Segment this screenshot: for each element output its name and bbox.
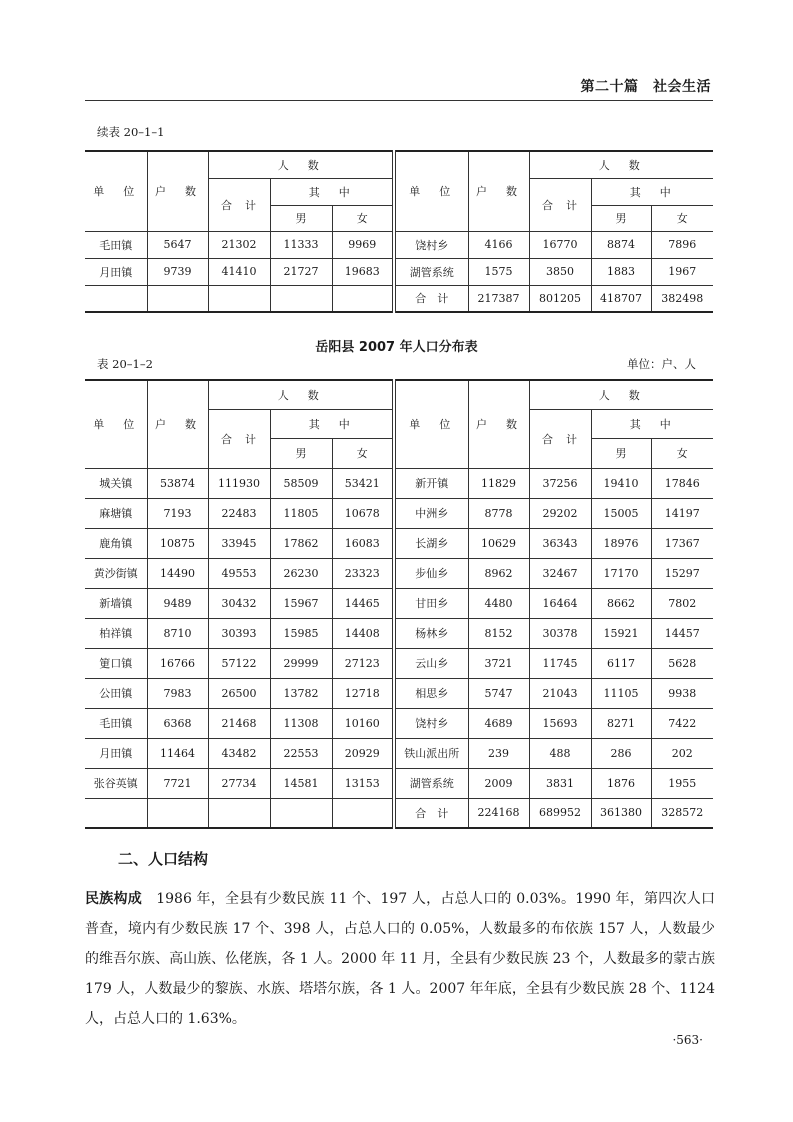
table-cell: 382498 [651,285,713,312]
table-cell: 17170 [591,558,651,588]
table-cell: 16083 [332,528,394,558]
table-cell: 张谷英镇 [85,768,147,798]
table2-header-total-right: 合 计 [529,409,591,468]
table-cell: 7802 [651,588,713,618]
table2-header-female-right: 女 [651,438,713,468]
table-cell: 柏祥镇 [85,618,147,648]
table-cell: 月田镇 [85,258,147,285]
paragraph-text: 1986 年，全县有少数民族 11 个、197 人，占总人口的 0.03%。1990 年，第四次人口普查，境内有少数民族 17 个、398 人，占总人口的 0.05%，人数最多的布依族 157 人，人数最少的维吾尔族、高山族、仫佬族，各 1 人。2000 年 11 月，全县有少数民族 23 个，人数最多的蒙古族 179 人，人数最少的黎族、水族、塔塔尔族，各 1 人。2007 年年底，全县有少数民族 28 个、1124 人，占总人口的 1.63%。 [85,891,716,1027]
table-cell: 麻塘镇 [85,498,147,528]
table2-caption: 表 20–1–2 [97,357,153,371]
table1-header-female-left: 女 [332,205,394,231]
table1-header-unit-right: 单 位 [394,151,468,231]
table-row [85,588,713,618]
table-cell: 53421 [332,468,394,498]
table-row [85,798,713,828]
table-cell: 32467 [529,558,591,588]
table-cell: 11745 [529,648,591,678]
table2-header-of-which-right: 其 中 [591,409,713,438]
table-cell [147,285,208,312]
table2-header-unit-left: 单 位 [85,380,147,468]
table-cell: 步仙乡 [394,558,468,588]
table-cell: 22553 [270,738,332,768]
table-cell: 41410 [208,258,270,285]
table-row [85,558,713,588]
table-cell: 毛田镇 [85,708,147,738]
table-cell: 云山乡 [394,648,468,678]
table-cell: 15921 [591,618,651,648]
table-cell: 17367 [651,528,713,558]
table-cell: 11464 [147,738,208,768]
table-cell: 15005 [591,498,651,528]
table2-header-population-right: 人 数 [529,380,713,409]
table-cell: 20929 [332,738,394,768]
table-cell: 49553 [208,558,270,588]
table-cell: 2009 [468,768,529,798]
table1-header-total-left: 合 计 [208,178,270,231]
table-cell: 17862 [270,528,332,558]
table-cell [270,285,332,312]
table-cell [332,798,394,828]
table1-header-population-right: 人 数 [529,151,713,178]
table-cell: 14581 [270,768,332,798]
table1-caption: 续表 20–1–1 [97,125,165,139]
table-row [85,708,713,738]
table-cell: 19683 [332,258,394,285]
table-cell: 筻口镇 [85,648,147,678]
table-cell: 10875 [147,528,208,558]
table-cell: 30393 [208,618,270,648]
table-cell: 26230 [270,558,332,588]
table-cell: 8662 [591,588,651,618]
table-cell: 13153 [332,768,394,798]
table-cell: 4480 [468,588,529,618]
table-cell [85,285,147,312]
table-cell: 新开镇 [394,468,468,498]
table2-header-male-right: 男 [591,438,651,468]
table-cell: 饶村乡 [394,231,468,258]
table-cell: 8710 [147,618,208,648]
table-cell [270,798,332,828]
table-cell: 毛田镇 [85,231,147,258]
table-row [85,498,713,528]
table-cell: 30432 [208,588,270,618]
table1-body [85,231,713,312]
table-cell: 418707 [591,285,651,312]
table-cell: 1967 [651,258,713,285]
table-cell: 3850 [529,258,591,285]
table1-header-population-left: 人 数 [208,151,394,178]
table-cell: 11105 [591,678,651,708]
table-cell: 杨林乡 [394,618,468,648]
table2-header-total-left: 合 计 [208,409,270,468]
table-cell: 15297 [651,558,713,588]
table-cell: 7896 [651,231,713,258]
table-cell: 239 [468,738,529,768]
table-cell: 36343 [529,528,591,558]
table2-title: 岳阳县 2007 年人口分布表 [315,340,478,355]
table-cell: 中洲乡 [394,498,468,528]
table-cell: 14465 [332,588,394,618]
table-cell: 43482 [208,738,270,768]
table-cell: 11829 [468,468,529,498]
table-cell: 23323 [332,558,394,588]
table-cell: 11333 [270,231,332,258]
table-cell: 29202 [529,498,591,528]
table-cell: 111930 [208,468,270,498]
table-cell: 9489 [147,588,208,618]
table-cell: 7721 [147,768,208,798]
table-cell: 10678 [332,498,394,528]
table-cell: 5647 [147,231,208,258]
table-cell: 3831 [529,768,591,798]
table-cell: 202 [651,738,713,768]
table-cell: 14408 [332,618,394,648]
table-cell: 铁山派出所 [394,738,468,768]
table-cell: 30378 [529,618,591,648]
table-cell: 57122 [208,648,270,678]
table-cell: 21043 [529,678,591,708]
table-cell: 7983 [147,678,208,708]
table-cell: 10629 [468,528,529,558]
table-row [85,528,713,558]
table-cell: 11308 [270,708,332,738]
table-cell: 长湖乡 [394,528,468,558]
header-rule [85,100,713,101]
paragraph-lead: 民族构成 [85,891,142,907]
table-cell: 5628 [651,648,713,678]
table-row [85,648,713,678]
table-cell: 城关镇 [85,468,147,498]
table-cell [208,798,270,828]
table-cell: 7193 [147,498,208,528]
table2-header-female-left: 女 [332,438,394,468]
table2-unit-label: 单位：户、人 [627,357,696,371]
table-cell [208,285,270,312]
table-cell: 1575 [468,258,529,285]
table-cell: 18976 [591,528,651,558]
table-cell: 8962 [468,558,529,588]
table-cell: 3721 [468,648,529,678]
table-cell: 29999 [270,648,332,678]
table1-header-female-right: 女 [651,205,713,231]
table-cell: 22483 [208,498,270,528]
table-cell: 4166 [468,231,529,258]
table-cell: 1876 [591,768,651,798]
table-cell: 17846 [651,468,713,498]
table-cell: 8271 [591,708,651,738]
table-cell: 黄沙街镇 [85,558,147,588]
table-cell: 7422 [651,708,713,738]
table-cell: 217387 [468,285,529,312]
table2 [85,379,713,829]
table-cell: 328572 [651,798,713,828]
table-cell [85,798,147,828]
table-cell: 19410 [591,468,651,498]
table-cell: 10160 [332,708,394,738]
section-heading: 二、人口结构 [118,850,209,868]
table1-header-male-left: 男 [270,205,332,231]
table-cell: 16464 [529,588,591,618]
table-cell: 53874 [147,468,208,498]
table1-header-total-right: 合 计 [529,178,591,231]
table-cell: 公田镇 [85,678,147,708]
table-cell: 饶村乡 [394,708,468,738]
table-cell: 鹿角镇 [85,528,147,558]
table-cell: 15985 [270,618,332,648]
table-cell: 286 [591,738,651,768]
table2-header-households-left: 户 数 [147,380,208,468]
table1-header-of-which-right: 其 中 [591,178,713,205]
table2-body [85,468,713,828]
table-cell: 湖管系统 [394,768,468,798]
table-cell: 26500 [208,678,270,708]
table-cell: 37256 [529,468,591,498]
table2-header-male-left: 男 [270,438,332,468]
table2-header-population-left: 人 数 [208,380,394,409]
table-cell: 14457 [651,618,713,648]
table-cell: 新墙镇 [85,588,147,618]
table-cell: 21727 [270,258,332,285]
table-cell: 689952 [529,798,591,828]
table-cell: 14490 [147,558,208,588]
table-row [85,738,713,768]
chapter-title: 第二十篇 社会生活 [580,79,711,95]
table-row [85,258,713,285]
table-cell: 21302 [208,231,270,258]
table-cell [332,285,394,312]
table-row [85,231,713,258]
table-cell: 15693 [529,708,591,738]
table-cell: 5747 [468,678,529,708]
table-cell: 224168 [468,798,529,828]
table1 [85,150,713,313]
table-cell: 月田镇 [85,738,147,768]
table2-header-unit-right: 单 位 [394,380,468,468]
table-cell: 甘田乡 [394,588,468,618]
table-cell: 488 [529,738,591,768]
table-cell: 合 计 [394,798,468,828]
table-cell: 8152 [468,618,529,648]
table-cell: 9739 [147,258,208,285]
table-cell: 9938 [651,678,713,708]
table1-header-households-left: 户 数 [147,151,208,231]
table-cell: 21468 [208,708,270,738]
table-cell: 湖管系统 [394,258,468,285]
table1-header-male-right: 男 [591,205,651,231]
table-row [85,768,713,798]
table-cell: 27734 [208,768,270,798]
table-cell: 15967 [270,588,332,618]
table-row [85,678,713,708]
page-number: ·563· [672,1033,703,1047]
table-row [85,618,713,648]
table-cell: 801205 [529,285,591,312]
table-cell: 12718 [332,678,394,708]
table-cell: 相思乡 [394,678,468,708]
table-cell: 9969 [332,231,394,258]
table-row [85,468,713,498]
table-cell: 14197 [651,498,713,528]
table-cell: 361380 [591,798,651,828]
table-cell: 6368 [147,708,208,738]
table-cell: 1955 [651,768,713,798]
table-row [85,285,713,312]
table2-header-of-which-left: 其 中 [270,409,394,438]
table-cell: 4689 [468,708,529,738]
table-cell: 8874 [591,231,651,258]
table-cell: 合 计 [394,285,468,312]
table-cell: 16766 [147,648,208,678]
table-cell: 16770 [529,231,591,258]
table-cell: 13782 [270,678,332,708]
table1-header-of-which-left: 其 中 [270,178,394,205]
table-cell: 6117 [591,648,651,678]
section-paragraph [85,884,715,1034]
table1-header-households-right: 户 数 [468,151,529,231]
table-cell: 8778 [468,498,529,528]
table-cell: 1883 [591,258,651,285]
table-cell: 11805 [270,498,332,528]
table-cell: 33945 [208,528,270,558]
table2-header-households-right: 户 数 [468,380,529,468]
table-cell: 58509 [270,468,332,498]
table-cell: 27123 [332,648,394,678]
table-cell [147,798,208,828]
table1-header-unit-left: 单 位 [85,151,147,231]
